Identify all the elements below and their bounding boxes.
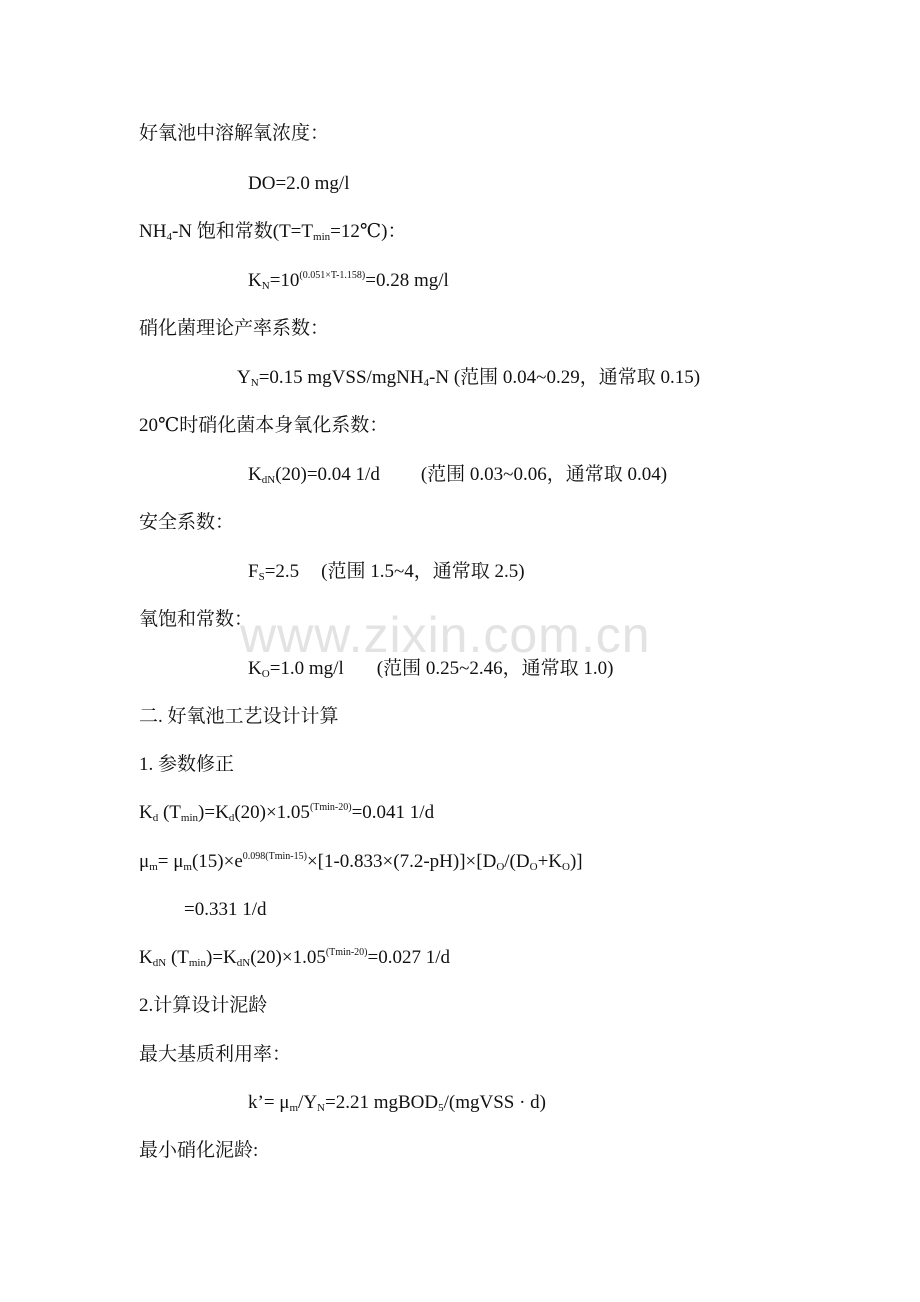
- formula-kdn: $K_{dN}(20)=0.04$ 1/d (范围 0.03~0.06，通常取 0.04): [248, 464, 668, 486]
- formula-do: DO=2.0 mg/l: [248, 173, 350, 194]
- heading-max-substrate-utilization: 最大基质利用率：: [139, 1044, 292, 1065]
- formula-yn: $Y_N=0.15$ mgVSS/mgNH$_4$-N (范围 0.04~0.29，通常取 0.15): [237, 367, 701, 389]
- watermark: www.zixin.com.cn: [240, 607, 651, 663]
- heading-do-concentration: 好氧池中溶解氧浓度：: [139, 123, 330, 144]
- subheading-design-sludge-age: 2.计算设计泥龄: [139, 995, 268, 1016]
- formula-ko: $K_O=1.0$ mg/l (范围 0.25~2.46，通常取 1.0): [248, 658, 614, 680]
- formula-mu-m-result: =0.331 1/d: [184, 899, 267, 920]
- formula-kn: $K_N=10^{(0.051\times T-1.158)}=0.28$ mg/l: [248, 270, 449, 292]
- formula-fs: $F_S=2.5$ (范围 1.5~4，通常取 2.5): [248, 561, 525, 583]
- formula-kdn-tmin: $K_{dN}$ $(T_{min})=K_{dN}(20)\times 1.05^{(Tmin-20)}=0.027$ 1/d: [139, 947, 450, 969]
- heading-nitrifier-yield: 硝化菌理论产率系数：: [139, 318, 330, 339]
- subheading-parameter-correction: 1. 参数修正: [139, 754, 235, 775]
- formula-k-prime: k’= $\mu_m/Y_N=2.21$ mgBOD$_5$/(mgVSS · d): [248, 1092, 547, 1114]
- formula-kd-tmin: $K_d$ $(T_{min})=K_d(20)\times 1.05^{(Tmin-20)}=0.041$ 1/d: [139, 802, 435, 824]
- section-heading-aerobic-tank-design: 二. 好氧池工艺设计计算: [139, 706, 339, 727]
- heading-nh4-saturation: $NH_4-N$ 饱和常数$(T=T_{min}=12℃)$：: [139, 221, 407, 243]
- formula-mu-m: $\mu_m= \mu_m(15)\times e^{0.098(Tmin-15)}\times[1-0.833\times(7.2-pH)]\times[D_O/(D_O+K_O)]$: [139, 851, 583, 873]
- heading-min-nitrification-sludge-age: 最小硝化泥龄:: [139, 1140, 259, 1161]
- heading-safety-factor: 安全系数：: [139, 512, 235, 533]
- heading-oxygen-saturation: 氧饱和常数：: [139, 609, 254, 630]
- heading-decay-coefficient: 20℃时硝化菌本身氧化系数：: [139, 415, 389, 436]
